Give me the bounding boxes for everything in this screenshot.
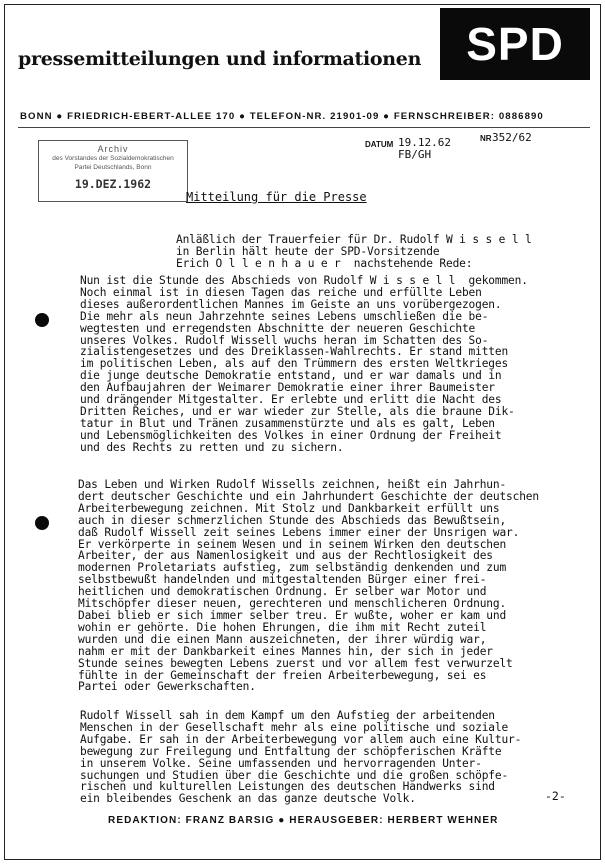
page-marker: -2- [545, 789, 566, 803]
nr-value: 352/62 [492, 131, 532, 144]
paragraph-1: Nun ist die Stunde des Abschieds von Rudolf W i s s e l l gekommen. Noch einmal ist in diesen Tagen das reiche und erfüllte Leben dieses außerordentlichen Mannes im Geiste an uns vorübergezogen. Die mehr als neun Jahrzehnte seines Lebens umschließen die be- wegtesten und erregendsten Abschnitte der neueren Geschichte unseres Volkes. Rudolf Wissell wuchs heran im Schatten des So- zialistengesetzes und des Dreiklassen-Wahlrechts. Er stand mitten im politischen Leben, als auf den Trümmern des ersten Weltkrieges die junge deutsche Demokratie entstand, und er war damals und in den Aufbaujahren der Weimarer Demokratie einer ihrer Baumeister und drängender Mitgestalter. Er erlebte und erlitt die Nacht des Dritten Reiches, und er war wieder zur Stelle, als die braune Dik- tatur in Blut und Tränen zusammenstürzte und als es galt, Leben und Lebensmöglichkeiten des Volkes in einer Ordnung der Freiheit und des Rechts zu retten und zu sichern. [80, 274, 528, 454]
stamp-title: Archiv [97, 144, 129, 154]
masthead-title: pressemitteilungen und informationen [18, 48, 422, 70]
punch-hole-bottom [35, 516, 49, 530]
section-heading: Mitteilung für die Presse [186, 190, 367, 204]
nr-label: NR [480, 134, 492, 143]
punch-hole-top [35, 313, 49, 327]
stamp-line-2: Partei Deutschlands, Bonn [74, 164, 152, 171]
footer-credits: REDAKTION: FRANZ BARSIG ● HERAUSGEBER: HERBERT WEHNER [108, 815, 499, 826]
intro-text: Anläßlich der Trauerfeier für Dr. Rudolf W i s s e l l in Berlin hält heute der SPD-Vorsitzende Erich O l l e n h a u e r nachstehende Rede: [176, 233, 532, 270]
paragraph-2: Das Leben und Wirken Rudolf Wissells zeichnen, heißt ein Jahrhun- dert deutscher Geschichte und ein Jahrhundert Geschichte der deutschen Arbeiterbewegung zeichnen. Mit Stolz und Dankbarkeit erfüllt uns auch in dieser schmerzlichen Stunde des Abschieds das Bewußtsein, daß Rudolf Wissell zeit seines Lebens immer einer der Unsrigen war. Er verkörperte in seinem Wesen und in seinem Wirken den deutschen Arbeiter, der aus Namenlosigkeit und aus der Rechtlosigkeit des modernen Proletariats aufstieg, zum selbständig denkenden und zum selbstbewußt handelnden und mitgestaltenden Bürger einer frei- heitlichen und demokratischen Ordnung. Er selber war Motor und Mitschöpfer dieser neuen, gerechteren und menschlicheren Ordnung. Dabei blieb er sich immer selber treu. Er wußte, woher er kam und wohin er gehörte. Die hohen Ehrungen, die ihm mit Recht zuteil wurden und die einen Mann auszeichneten, der ihrer würdig war, nahm er mit der Dankbarkeit eines Mannes hin, der sich in jeder Stunde seines bewegten Lebens zuerst und vor allem fest verwurzelt fühlte in der Gemeinschaft der freien Arbeiterbewegung, sei es Partei oder Gewerkschaften. [78, 478, 539, 694]
archive-stamp [38, 140, 188, 202]
divider [18, 127, 590, 128]
spd-logo: SPD [440, 8, 590, 80]
stamp-line-1: des Vorstandes der Sozialdemokratischen [52, 155, 174, 162]
address-line: BONN ● FRIEDRICH-EBERT-ALLEE 170 ● TELEFON-NR. 21901-09 ● FERNSCHREIBER: 0886890 [20, 111, 544, 122]
initials: FB/GH [398, 148, 432, 161]
stamp-date: 19.DEZ.1962 [74, 177, 152, 191]
datum-label: DATUM [365, 140, 394, 149]
paragraph-3: Rudolf Wissell sah in dem Kampf um den Aufstieg der arbeitenden Menschen in der Gesellschaft mehr als eine politische und soziale Aufgabe. Er sah in der Arbeiterbewegung vor allem auch eine Kultur- bewegung zur Freilegung und Entfaltung der schöpferischen Kräfte in unserem Volke. Seine umfassenden und hervorragenden Unter- suchungen und Studien über die Geschichte und die großen schöpfe- rischen und kulturellen Leistungen des deutschen Handwerks sind ein bleibendes Geschenk an das ganze deutsche Volk. [80, 709, 522, 806]
datum-value: 19.12.62 [398, 136, 451, 149]
